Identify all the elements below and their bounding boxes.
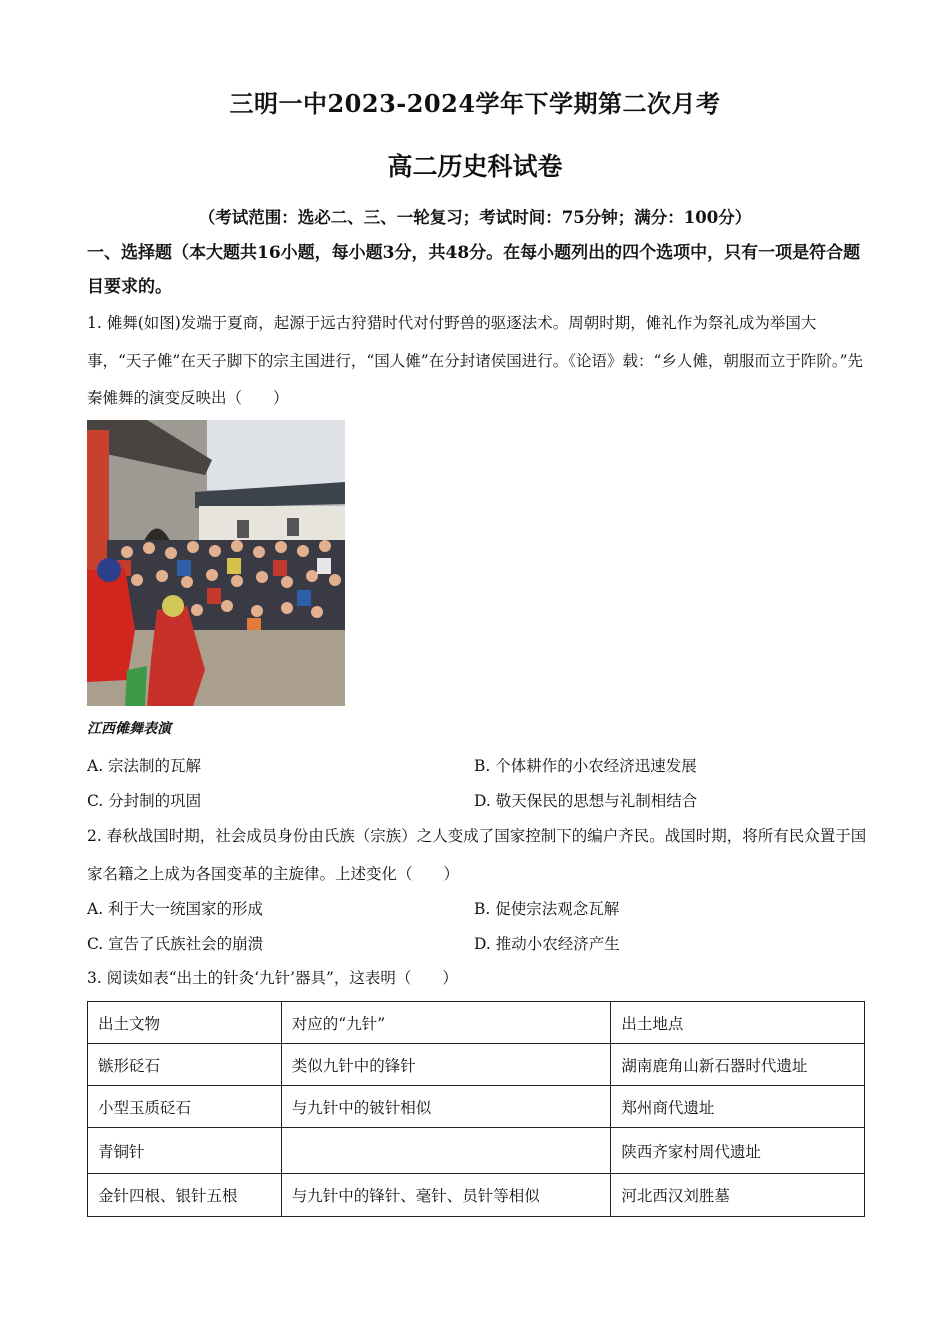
q1-option-a[interactable]: A. 宗法制的瓦解	[87, 757, 202, 775]
table-cell: 金针四根、银针五根	[88, 1174, 282, 1217]
question-1-stem: 1. 傩舞(如图)发端于夏商，起源于远古狩猎时代对付野兽的驱逐法术。周朝时期，傩礼作为祭礼成为举国大事，“天子傩”在天子脚下的宗主国进行，“国人傩”在分封诸侯国进行。《论语》载：“乡人傩，朝服而立于阼阶。”先秦傩舞的演变反映出（ ）	[87, 314, 864, 407]
q1-option-d[interactable]: D. 敬天保民的思想与礼制相结合	[474, 792, 698, 810]
needle-artifacts-table	[87, 1001, 865, 1217]
table-cell: 郑州商代遗址	[611, 1086, 865, 1128]
exam-title: 三明一中2023-2024学年下学期第二次月考	[229, 89, 721, 118]
table-header-cell: 对应的“九针”	[281, 1002, 611, 1044]
table-cell	[281, 1128, 611, 1174]
section-heading: 一、选择题（本大题共16小题，每小题3分，共48分。在每小题列出的四个选项中，只有一项是符合题目要求的。	[87, 243, 861, 297]
table-cell: 河北西汉刘胜墓	[611, 1174, 865, 1217]
table-cell: 与九针中的锋针、毫针、员针等相似	[281, 1174, 611, 1217]
table-cell: 湖南鹿角山新石器时代遗址	[611, 1044, 865, 1086]
q2-option-b[interactable]: B. 促使宗法观念瓦解	[474, 900, 620, 918]
table-header-cell: 出土文物	[88, 1002, 282, 1044]
exam-subtitle: 高二历史科试卷	[387, 152, 563, 181]
table-header-row	[88, 1002, 865, 1044]
table-header-cell: 出土地点	[611, 1002, 865, 1044]
nuo-dance-photo	[87, 420, 345, 706]
q1-option-b[interactable]: B. 个体耕作的小农经济迅速发展	[474, 757, 697, 775]
table-row	[88, 1174, 865, 1217]
table-cell: 青铜针	[88, 1128, 282, 1174]
table-cell: 小型玉质砭石	[88, 1086, 282, 1128]
photo-caption: 江西傩舞表演	[87, 721, 171, 737]
table-row	[88, 1086, 865, 1128]
nuo-dance-photo-illustration	[87, 420, 345, 706]
table-cell: 类似九针中的锋针	[281, 1044, 611, 1086]
q2-option-d[interactable]: D. 推动小农经济产生	[474, 935, 620, 953]
table-cell: 陕西齐家村周代遗址	[611, 1128, 865, 1174]
table-cell: 与九针中的铍针相似	[281, 1086, 611, 1128]
q2-option-c[interactable]: C. 宣告了氏族社会的崩溃	[87, 935, 264, 953]
q2-option-a[interactable]: A. 利于大一统国家的形成	[87, 900, 264, 918]
question-2-stem: 2. 春秋战国时期，社会成员身份由氏族（宗族）之人变成了国家控制下的编户齐民。战国时期，将所有民众置于国家名籍之上成为各国变革的主旋律。上述变化（ ）	[87, 827, 867, 883]
question-3-stem: 3. 阅读如表“出土的针灸‘九针’器具”，这表明（ ）	[87, 969, 458, 987]
table-row	[88, 1044, 865, 1086]
q1-option-c[interactable]: C. 分封制的巩固	[87, 792, 202, 810]
table-row	[88, 1128, 865, 1174]
exam-scope: （考试范围：选必二、三、一轮复习；考试时间：75分钟；满分：100分）	[198, 208, 752, 227]
table-cell: 镞形砭石	[88, 1044, 282, 1086]
